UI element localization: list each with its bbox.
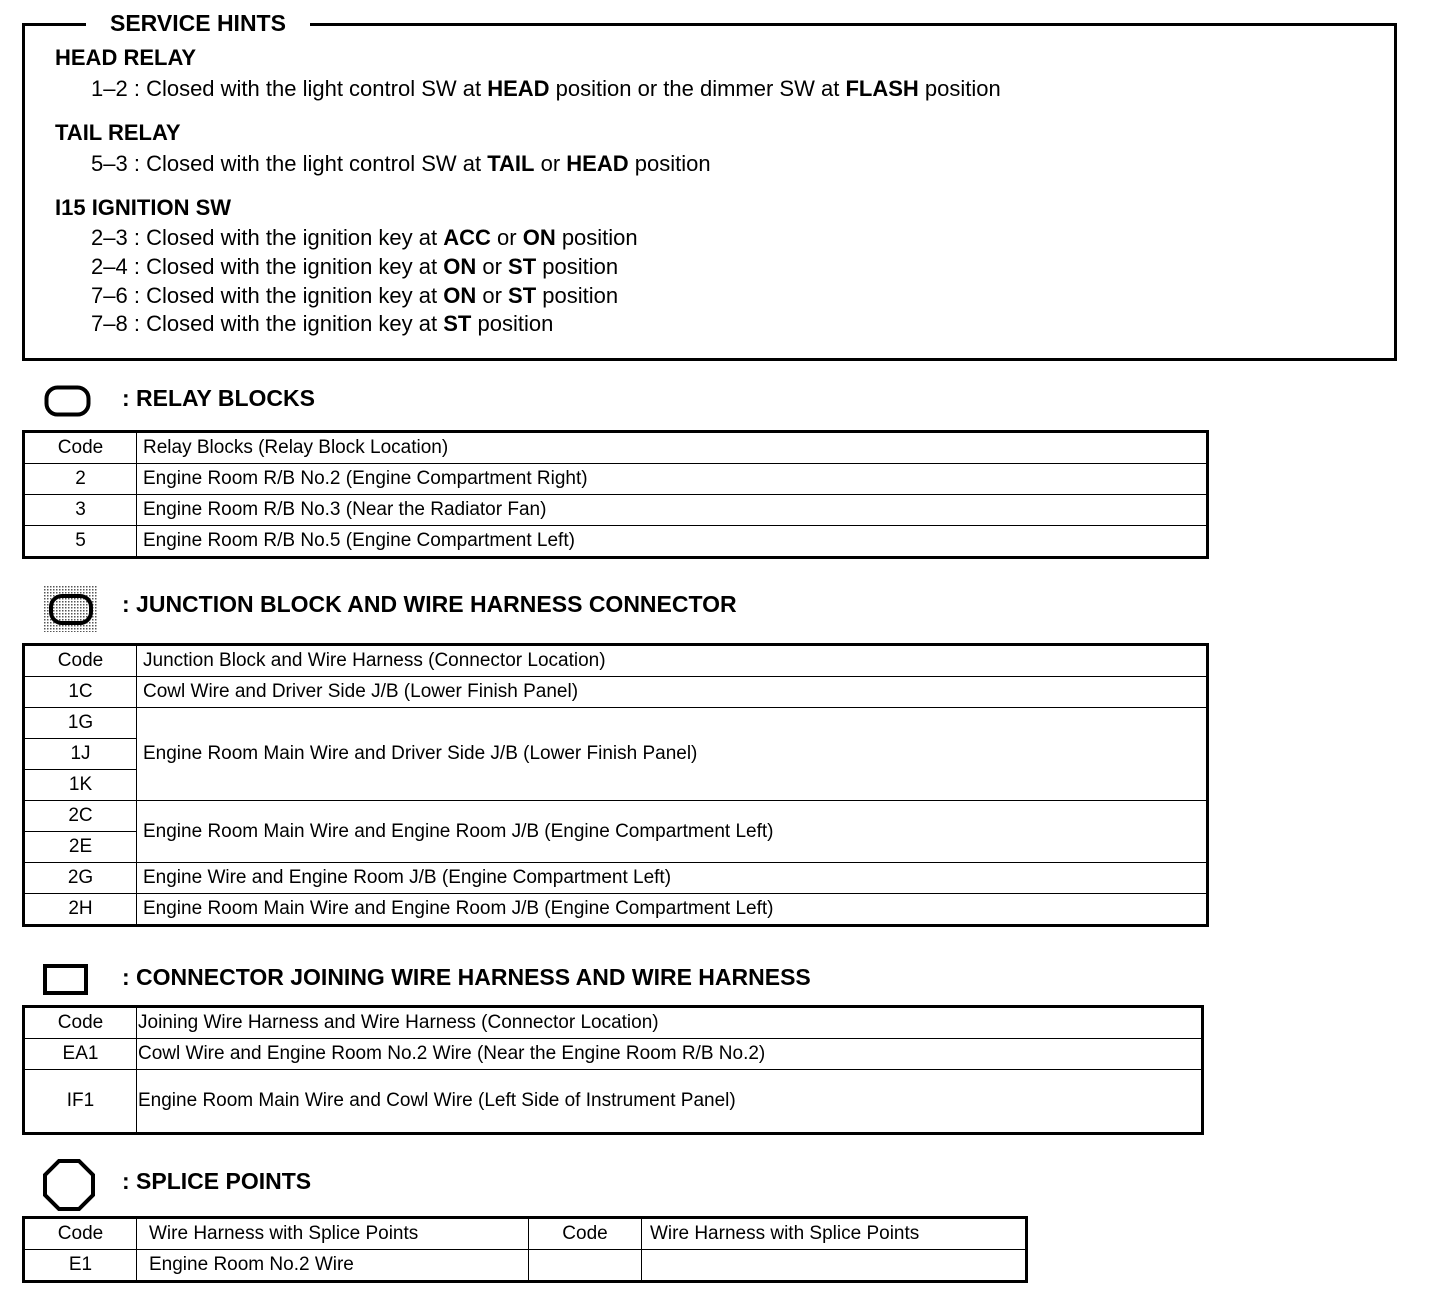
table-row [24, 677, 1208, 708]
table-row [24, 894, 1208, 926]
code-cell: 2G [24, 863, 137, 894]
hint-line: 2–3 : Closed with the ignition key at ACC or ON position [91, 225, 638, 250]
pin-pair: 5–3 [91, 151, 128, 176]
code-cell: 2H [24, 894, 137, 926]
switch-position: ON [443, 283, 477, 308]
code-header: Code [24, 645, 137, 677]
hint-line: 1–2 : Closed with the light control SW at HEAD position or the dimmer SW at FLASH position [91, 76, 1001, 101]
rectangle-icon [42, 963, 90, 997]
code-header: Code [24, 432, 137, 464]
table-header-row [24, 432, 1208, 464]
harness-cell [642, 1250, 1027, 1282]
ignition-sw-title: I15 IGNITION SW [55, 195, 232, 220]
location-cell: Engine Room Main Wire and Cowl Wire (Left Side of Instrument Panel) [137, 1070, 1203, 1134]
code-header: Code [529, 1218, 642, 1250]
code-cell: 2 [24, 464, 137, 495]
splice-points-table [22, 1216, 1028, 1283]
code-cell: 1K [24, 770, 137, 801]
pin-pair: 7–8 [91, 311, 128, 336]
switch-position: TAIL [487, 151, 535, 176]
table-row [24, 1250, 1027, 1282]
code-header: Code [24, 1218, 137, 1250]
connector-table [22, 1005, 1204, 1135]
switch-position: FLASH [845, 76, 919, 101]
table-row [24, 526, 1208, 558]
location-cell: Engine Room R/B No.3 (Near the Radiator Fan) [137, 495, 1208, 526]
harness-cell: Engine Room No.2 Wire [137, 1250, 529, 1282]
table-row [24, 801, 1208, 832]
code-cell: 2C [24, 801, 137, 832]
location-header: Junction Block and Wire Harness (Connector Location) [137, 645, 1208, 677]
code-cell: 1J [24, 739, 137, 770]
location-header: Joining Wire Harness and Wire Harness (Connector Location) [137, 1007, 1203, 1039]
code-cell: 3 [24, 495, 137, 526]
hint-line: 5–3 : Closed with the light control SW at TAIL or HEAD position [91, 151, 711, 176]
code-cell: 1G [24, 708, 137, 739]
relay-blocks-heading: : RELAY BLOCKS [122, 385, 315, 411]
switch-position: HEAD [487, 76, 550, 101]
junction-block-table [22, 643, 1209, 927]
hint-line: 7–6 : Closed with the ignition key at ON or ST position [91, 283, 619, 308]
switch-position: HEAD [566, 151, 629, 176]
head-relay-title: HEAD RELAY [55, 45, 196, 70]
switch-position: ST [508, 254, 537, 279]
pin-pair: 7–6 [91, 283, 128, 308]
table-row [24, 708, 1208, 739]
splice-points-heading: : SPLICE POINTS [122, 1168, 312, 1194]
table-row [24, 495, 1208, 526]
table-header-row [24, 1218, 1027, 1250]
harness-header: Wire Harness with Splice Points [642, 1218, 1027, 1250]
table-header-row [24, 645, 1208, 677]
table-row [24, 464, 1208, 495]
table-row [24, 863, 1208, 894]
location-cell: Cowl Wire and Driver Side J/B (Lower Finish Panel) [137, 677, 1208, 708]
code-header: Code [24, 1007, 137, 1039]
junction-block-heading: : JUNCTION BLOCK AND WIRE HARNESS CONNECTOR [122, 591, 737, 617]
switch-position: ST [443, 311, 472, 336]
code-cell: 5 [24, 526, 137, 558]
pin-pair: 1–2 [91, 76, 128, 101]
rounded-rect-icon [44, 384, 92, 418]
code-cell: 2E [24, 832, 137, 863]
relay-blocks-table [22, 430, 1209, 559]
code-cell: 1C [24, 677, 137, 708]
location-cell: Engine Room R/B No.2 (Engine Compartment Right) [137, 464, 1208, 495]
table-row [24, 1070, 1203, 1134]
location-cell: Engine Room Main Wire and Engine Room J/B (Engine Compartment Left) [137, 894, 1208, 926]
switch-position: ON [522, 225, 556, 250]
hint-line: 2–4 : Closed with the ignition key at ON or ST position [91, 254, 619, 279]
location-cell: Engine Wire and Engine Room J/B (Engine Compartment Left) [137, 863, 1208, 894]
tail-relay-title: TAIL RELAY [55, 120, 181, 145]
code-cell: EA1 [24, 1039, 137, 1070]
location-cell: Cowl Wire and Engine Room No.2 Wire (Near the Engine Room R/B No.2) [137, 1039, 1203, 1070]
connector-heading: : CONNECTOR JOINING WIRE HARNESS AND WIRE HARNESS [122, 964, 811, 990]
location-cell: Engine Room Main Wire and Engine Room J/B (Engine Compartment Left) [137, 801, 1208, 863]
code-cell [529, 1250, 642, 1282]
code-cell: IF1 [24, 1070, 137, 1134]
table-row [24, 1039, 1203, 1070]
location-header: Relay Blocks (Relay Block Location) [137, 432, 1208, 464]
octagon-icon [42, 1158, 96, 1212]
location-cell: Engine Room Main Wire and Driver Side J/B (Lower Finish Panel) [137, 708, 1208, 801]
table-header-row [24, 1007, 1203, 1039]
harness-header: Wire Harness with Splice Points [137, 1218, 529, 1250]
hint-line: 7–8 : Closed with the ignition key at ST position [91, 311, 554, 336]
pin-pair: 2–3 [91, 225, 128, 250]
switch-position: ST [508, 283, 537, 308]
switch-position: ON [443, 254, 477, 279]
shaded-rounded-rect-icon [44, 586, 98, 632]
pin-pair: 2–4 [91, 254, 128, 279]
code-cell: E1 [24, 1250, 137, 1282]
location-cell: Engine Room R/B No.5 (Engine Compartment Left) [137, 526, 1208, 558]
service-hints-title: SERVICE HINTS [86, 8, 310, 38]
switch-position: ACC [443, 225, 491, 250]
